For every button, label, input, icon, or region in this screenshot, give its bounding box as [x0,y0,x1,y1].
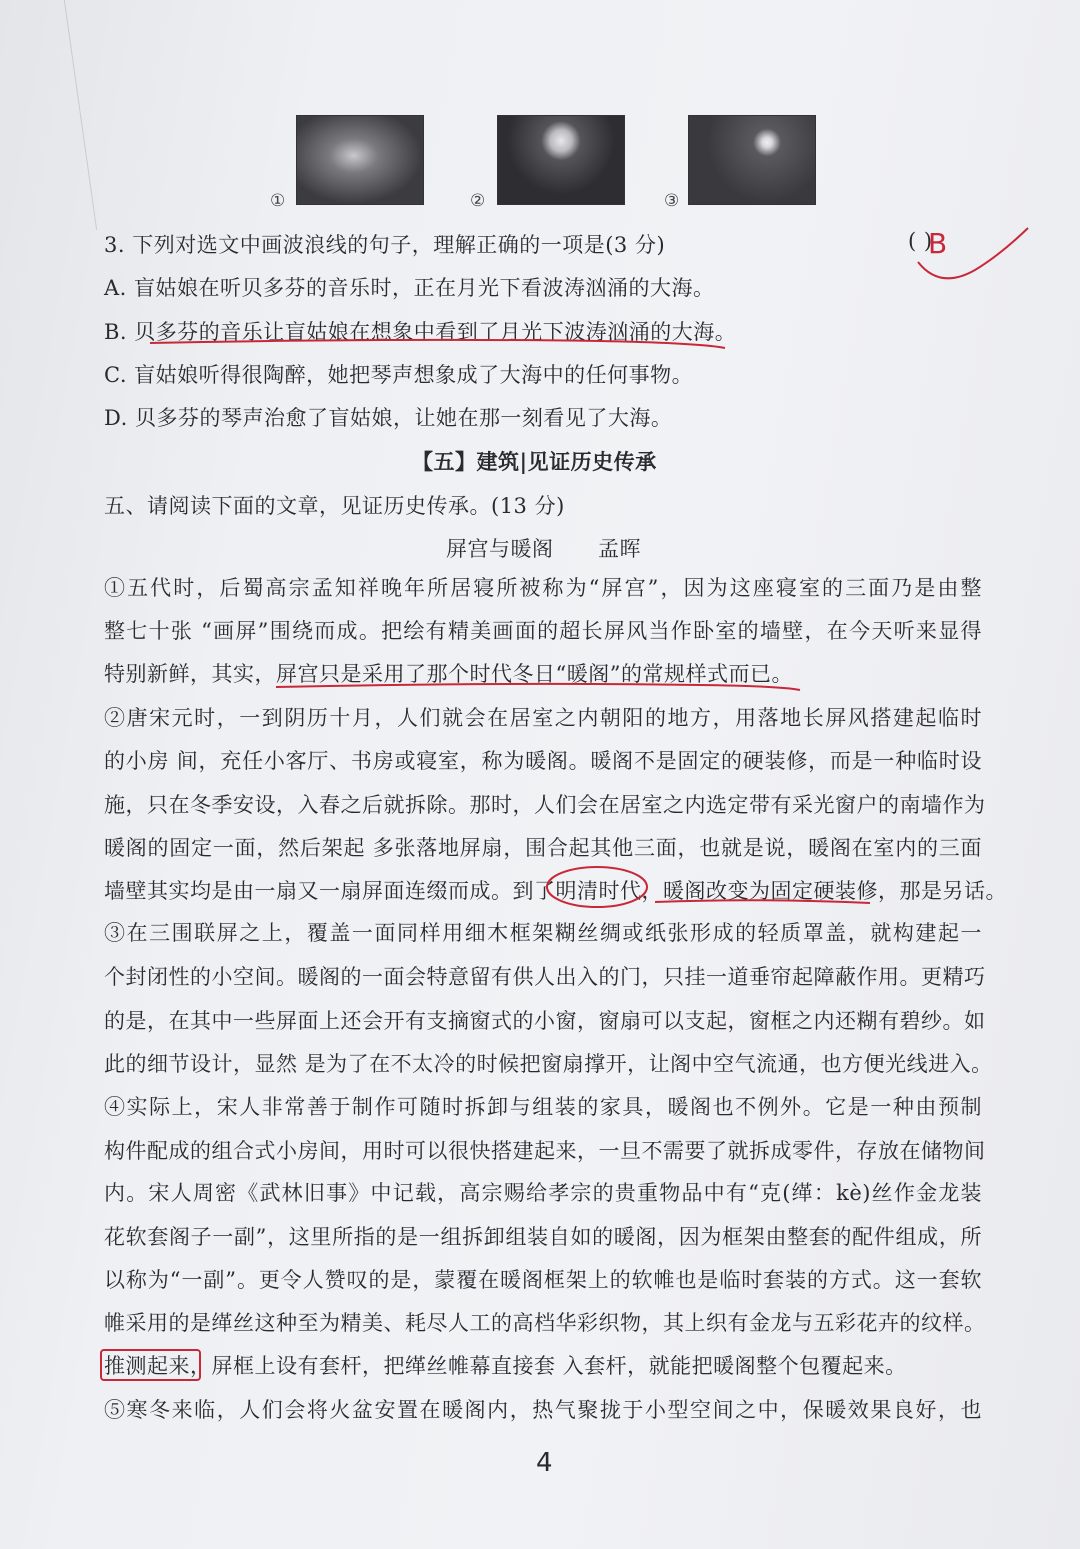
article-line: 内。宋人周密《武林旧事》中记载，高宗赐给孝宗的贵重物品中有“克(缂：kè)丝作金龙装 [104,1181,982,1205]
article-line: 的小房 间，充任小客厅、书房或寝室，称为暖阁。暖阁不是固定的硬装修，而是一种临时设 [104,749,982,773]
handwritten-answer: B [928,227,948,260]
article-line: ⑤寒冬来临，人们会将火盆安置在暖阁内，热气聚拢于小型空间之中，保暖效果良好，也 [104,1398,982,1422]
article-line: 花软套阁子一副”，这里所指的是一组拆卸组装自如的暖阁，因为框架由整套的配件组成，所 [104,1225,982,1249]
article-line: 以称为“一副”。更令人赞叹的是，蒙覆在暖阁框架上的软帷也是临时套装的方式。这一套软 [104,1268,982,1292]
picture-3 [688,115,816,205]
article-line: 的是，在其中一些屏面上还会开有支摘窗式的小窗，窗扇可以支起，窗框之内还糊有碧纱。如 [104,1009,986,1033]
picture-2 [497,115,625,205]
article-line: 推测起来，屏框上设有套杆，把缂丝帷幕直接套 入套杆，就能把暖阁整个包覆起来。 [104,1354,907,1378]
picture-row [0,115,1080,210]
article-line: 特别新鲜，其实，屏宫只是采用了那个时代冬日“暖阁”的常规样式而已。 [104,662,793,686]
page-number: 4 [536,1448,553,1478]
section-instruction: 五、请阅读下面的文章，见证历史传承。(13 分) [104,494,565,518]
option-b: B. 贝多芬的音乐让盲姑娘在想象中看到了月光下波涛汹涌的大海。 [104,320,737,344]
picture-1-label: ① [270,191,286,211]
article-line: 此的细节设计，显然 是为了在不太冷的时候把窗扇撑开，让阁中空气流通，也方便光线进入。 [104,1052,993,1076]
article-line: ②唐宋元时，一到阴历十月，人们就会在居室之内朝阳的地方，用落地长屏风搭建起临时 [104,706,982,730]
article-author: 孟晖 [598,537,641,561]
article-line: 暖阁的固定一面，然后架起 多张落地屏扇，围合起其他三面，也就是说，暖阁在室内的三面 [104,836,982,860]
article-line: ④实际上，宋人非常善于制作可随时拆卸与组装的家具，暖阁也不例外。它是一种由预制 [104,1095,982,1119]
picture-2-label: ② [470,191,486,211]
article-title: 屏宫与暖阁 [446,537,554,561]
article-line: ①五代时，后蜀高宗孟知祥晚年所居寝所被称为“屏宫”，因为这座寝室的三面乃是由整 [104,576,982,600]
section-banner: 【五】建筑|见证历史传承 [412,449,657,474]
option-d: D. 贝多芬的琴声治愈了盲姑娘，让她在那一刻看见了大海。 [104,406,673,430]
picture-3-label: ③ [664,191,680,211]
article-line: 帷采用的是缂丝这种至为精美、耗尽人工的高档华彩织物，其上织有金龙与五彩花卉的纹样。 [104,1311,986,1335]
article-line: 整七十张 “画屏”围绕而成。把绘有精美画面的超长屏风当作卧室的墙壁，在今天听来显得 [104,619,982,643]
article-line: 施，只在冬季安设，入春之后就拆除。那时，人们会在居室之内选定带有采光窗户的南墙作为 [104,793,986,817]
option-a: A. 盲姑娘在听贝多芬的音乐时，正在月光下看波涛汹涌的大海。 [104,276,715,300]
option-c: C. 盲姑娘听得很陶醉，她把琴声想象成了大海中的任何事物。 [104,363,694,387]
article-line: 墙壁其实均是由一扇又一扇屏面连缀而成。到了明清时代，暖阁改变为固定硬装修，那是另话。 [104,879,1007,903]
article-line: 构件配成的组合式小房间，用时可以很快搭建起来，一旦不需要了就拆成零件，存放在储物间 [104,1139,986,1163]
article-line: 个封闭性的小空间。暖阁的一面会特意留有供人出入的门，只挂一道垂帘起障蔽作用。更精巧 [104,965,986,989]
question-3-stem: 3. 下列对选文中画波浪线的句子，理解正确的一项是(3 分) [104,233,666,257]
answer-bracket: ( ) [908,229,933,253]
article-line: ③在三围联屏之上，覆盖一面同样用细木框架糊丝绸或纸张形成的轻质罩盖，就构建起一 [104,921,982,945]
picture-1 [296,115,424,205]
